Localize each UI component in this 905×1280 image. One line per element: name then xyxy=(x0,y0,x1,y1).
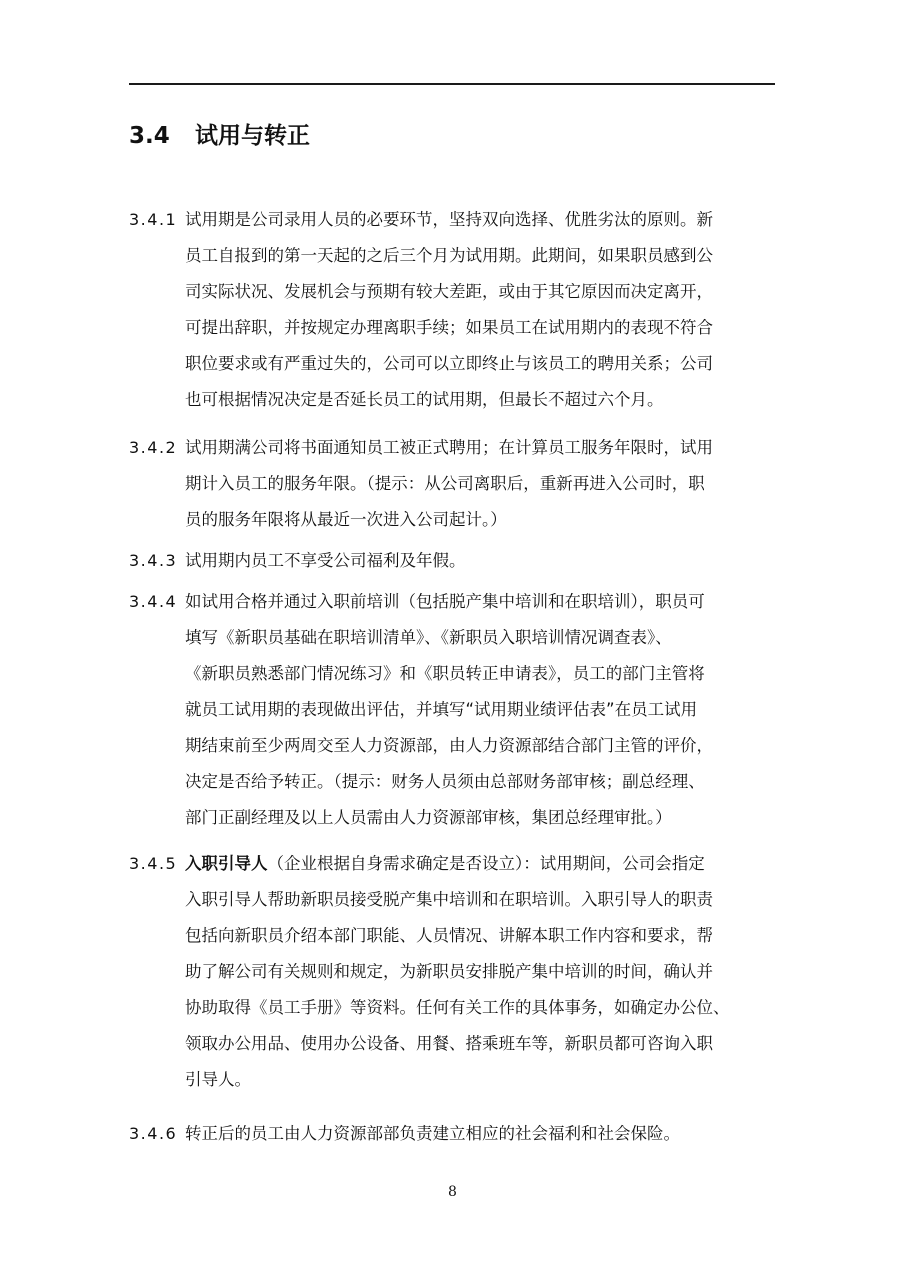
clause-text xyxy=(185,1116,680,1152)
clause-line: 职位要求或有严重过失的，公司可以立即终止与该员工的聘用关系；公司 xyxy=(185,354,713,373)
clause-line: 引导人。 xyxy=(185,1070,251,1089)
clause-text xyxy=(185,584,713,836)
clause-lead-term: 入职引导人 xyxy=(185,854,268,873)
clause-line: 如试用合格并通过入职前培训（包括脱产集中培训和在职培训），职员可 xyxy=(185,592,705,611)
clause-line: 决定是否给予转正。（提示：财务人员须由总部财务部审核；副总经理、 xyxy=(185,772,705,791)
clause-text xyxy=(185,430,713,538)
header-rule xyxy=(129,83,775,85)
section-number: 3.4 xyxy=(129,123,170,149)
clause-number: 3.4.6 xyxy=(129,1124,178,1143)
clause-line: 助了解公司有关规则和规定，为新职员安排脱产集中培训的时间，确认并 xyxy=(185,962,713,981)
clause-line: 司实际状况、发展机会与预期有较大差距，或由于其它原因而决定离开， xyxy=(185,282,713,301)
page-number: 8 xyxy=(448,1184,457,1200)
clause-line: 协助取得《员工手册》等资料。任何有关工作的具体事务，如确定办公位、 xyxy=(185,998,730,1017)
clause-line: 试用期内员工不享受公司福利及年假。 xyxy=(185,551,466,570)
section-title: 试用与转正 xyxy=(195,123,310,149)
clause-line: 包括向新职员介绍本部门职能、人员情况、讲解本职工作内容和要求，帮 xyxy=(185,926,713,945)
clause-line: 员工自报到的第一天起的之后三个月为试用期。此期间，如果职员感到公 xyxy=(185,246,713,265)
clause-line: 部门正副经理及以上人员需由人力资源部审核，集团总经理审批。） xyxy=(185,808,672,827)
clause-number: 3.4.5 xyxy=(129,854,178,873)
clause-number: 3.4.4 xyxy=(129,592,178,611)
clause-text xyxy=(185,846,730,1098)
clause-line: 也可根据情况决定是否延长员工的试用期，但最长不超过六个月。 xyxy=(185,390,664,409)
clause-line: 入职引导人帮助新职员接受脱产集中培训和在职培训。入职引导人的职责 xyxy=(185,890,713,909)
clause-number: 3.4.3 xyxy=(129,551,178,570)
clause-number: 3.4.1 xyxy=(129,210,178,229)
clause-line: 可提出辞职，并按规定办理离职手续；如果员工在试用期内的表现不符合 xyxy=(185,318,713,337)
clause-lead-rest: （企业根据自身需求确定是否设立）：试用期间，公司会指定 xyxy=(267,854,705,873)
section-heading xyxy=(129,116,310,156)
clause-text xyxy=(185,543,466,579)
clause-line: 《新职员熟悉部门情况练习》和《职员转正申请表》，员工的部门主管将 xyxy=(185,664,705,683)
clause-line: 试用期满公司将书面通知员工被正式聘用；在计算员工服务年限时，试用 xyxy=(185,438,713,457)
clause-line: 填写《新职员基础在职培训清单》、《新职员入职培训情况调查表》、 xyxy=(185,628,672,647)
clause-line: 就员工试用期的表现做出评估，并填写“试用期业绩评估表”在员工试用 xyxy=(185,700,698,719)
clause-line: 转正后的员工由人力资源部部负责建立相应的社会福利和社会保险。 xyxy=(185,1124,680,1143)
clause-line: 领取办公用品、使用办公设备、用餐、搭乘班车等，新职员都可咨询入职 xyxy=(185,1034,713,1053)
clause-line: 试用期是公司录用人员的必要环节，坚持双向选择、优胜劣汰的原则。新 xyxy=(185,210,713,229)
clause-line: 员的服务年限将从最近一次进入公司起计。） xyxy=(185,510,507,529)
clause-text xyxy=(185,202,713,418)
clause-line xyxy=(185,846,730,882)
clause-number: 3.4.2 xyxy=(129,438,178,457)
clause-line: 期计入员工的服务年限。（提示：从公司离职后，重新再进入公司时，职 xyxy=(185,474,705,493)
clause-line: 期结束前至少两周交至人力资源部，由人力资源部结合部门主管的评价， xyxy=(185,736,713,755)
